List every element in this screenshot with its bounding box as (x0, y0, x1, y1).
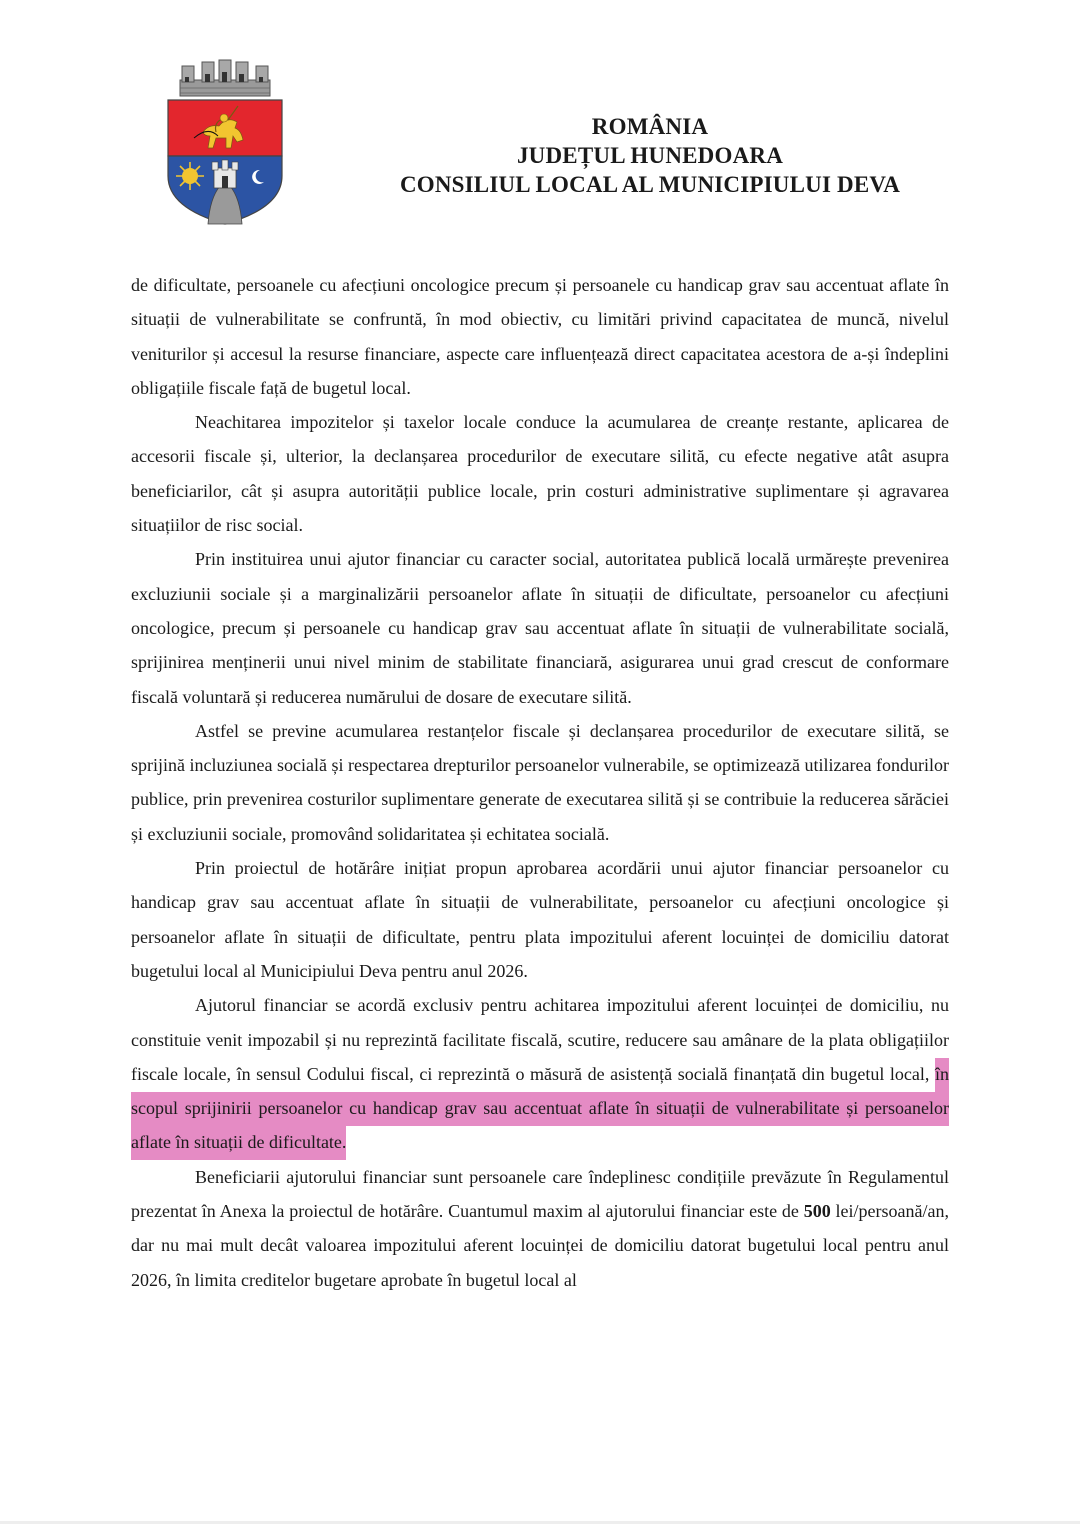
paragraph-7-text: Beneficiarii ajutorului financiar sunt persoanele care îndeplinesc condițiile prevăzute în Regulamentul prezentat în Anexa la proiectul de hotărâre. Cuantumul maxim al ajutorului financiar este de (131, 1166, 949, 1222)
paragraph-7-text-cont: lei/persoană/an, dar nu mai mult decât valoarea impozitului aferent locuinței de domiciliu datorat bugetului local pentru anul 2026, în limita creditelor bugetare aprobate în bugetul local al (131, 1201, 950, 1290)
paragraph-4: Astfel se previne acumularea restanțelor fiscale și declanșarea procedurilor de executare silită, se sprijină incluziunea socială și respectarea drepturilor persoanelor vulnerabile, se optimizează utilizarea fondurilor publice, prin prevenirea costurilor suplimentare generate de executarea silită și se contribuie la reducerea sărăciei și excluziunii sociale, promovând solidaritatea și echitatea socială. (131, 720, 949, 844)
paragraph-6 (131, 988, 949, 1159)
paragraph-3: Prin instituirea unui ajutor financiar cu caracter social, autoritatea publică locală urmărește prevenirea excluziunii sociale și a marginalizării persoanelor aflate în situații de dificultate, persoanelor cu afecțiuni oncologice, precum și persoanele cu handicap grav sau accentuat aflate în situații de vulnerabilitate socială, sprijinirea menținerii unui nivel minim de stabilitate financiară, asigurarea unui grad crescut de conformare fiscală voluntară și reducerea numărului de dosare de executare silită. (131, 549, 949, 707)
header-country: ROMÂNIA (591, 114, 709, 139)
sun-symbol (176, 162, 204, 190)
coat-of-arms-emblem (160, 58, 290, 228)
paragraph-7 (131, 1160, 949, 1297)
paragraph-5: Prin proiectul de hotărâre inițiat propun aprobarea acordării unui ajutor financiar persoanelor cu handicap grav sau accentuat aflate în situații de vulnerabilitate, persoanelor cu afecțiuni oncologice și persoanelor aflate în situații de dificultate, pentru plata impozitului aferent locuinței de domiciliu datorat bugetului local al Municipiului Deva pentru anul 2026. (131, 858, 949, 981)
paragraph-6-text: Ajutorul financiar se acordă exclusiv pentru achitarea impozitului aferent locuinței de domiciliu, nu constituie venit impozabil și nu reprezintă facilitate fiscală, scutire, reducere sau amânare de la plata obligațiilor fiscale locale, în sensul Codului fiscal, ci reprezintă o măsură de asistență socială finanțată din bugetul local, (131, 995, 949, 1084)
document-header (360, 112, 940, 199)
mural-crown (180, 60, 270, 96)
paragraph-1: de dificultate, persoanele cu afecțiuni oncologice precum și persoanele cu handicap grav sau accentuat aflate în situații de vulnerabilitate se confruntă, în mod obiectiv, cu limitări privind capacitatea de muncă, nivelul veniturilor și accesul la resurse financiare, aspecte care influențează direct capacitatea acestora de a-și îndeplini obligațiile fiscale față de bugetul local. (131, 275, 949, 398)
header-county: JUDEȚUL HUNEDOARA (516, 143, 783, 168)
header-council: CONSILIUL LOCAL AL MUNICIPIULUI DEVA (399, 172, 901, 197)
shield (168, 100, 282, 224)
paragraph-2: Neachitarea impozitelor și taxelor locale conduce la acumularea de creanțe restante, aplicarea de accesorii fiscale și, ulterior, la declanșarea procedurilor de executare silită, cu efecte negative atât asupra beneficiarilor, cât și asupra autorității publice locale, prin costuri administrative suplimentare și agravarea situațiilor de risc social. (131, 412, 949, 536)
highlighted-text: în scopul sprijinirii persoanelor cu handicap grav sau accentuat aflate în situații de vulnerabilitate și persoanelor aflate în situații de dificultate. (131, 1058, 949, 1161)
document-body (131, 268, 949, 1297)
aid-amount: 500 (803, 1201, 831, 1222)
